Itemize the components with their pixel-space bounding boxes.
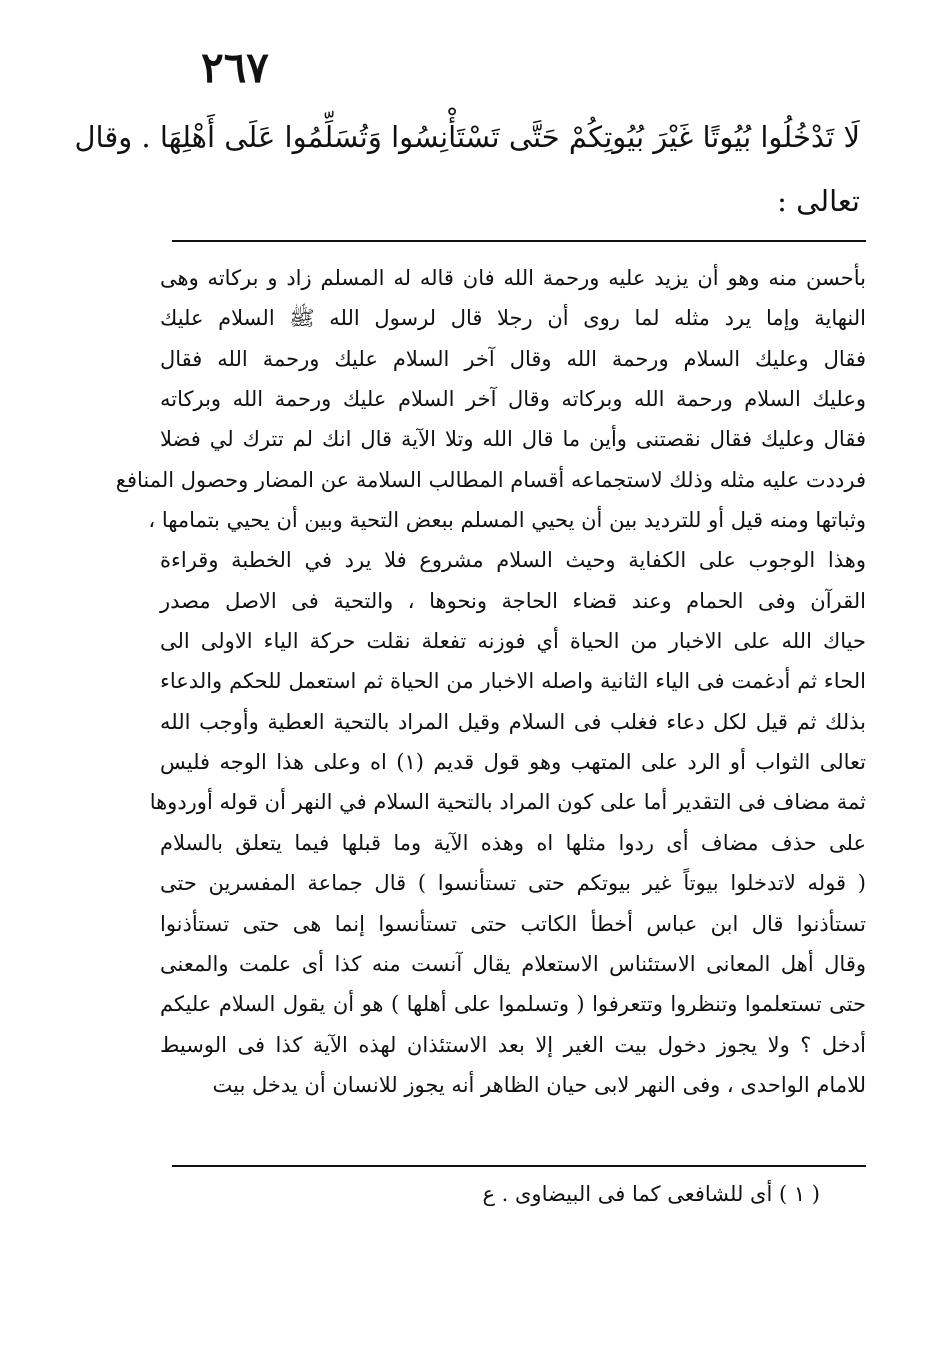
quran-verse-line: تعالى : [777,184,860,218]
commentary-line: ثمة مضاف فى التقدير أما على كون المراد بالتحية السلام في النهر أن قوله أوردوها [149,790,866,815]
commentary-line: النهاية وإما يرد مثله لما روى أن رجلا قال لرسول الله ﷺ السلام عليك [160,306,866,331]
commentary-line: وهذا الوجوب على الكفاية وحيث السلام مشروع فلا يرد في الخطبة وقراءة [160,548,866,573]
commentary-line: فقال وعليك فقال نقصتنى وأين ما قال الله وتلا الآية قال انك لم تترك لي فضلا [160,427,866,452]
separator-rule [172,240,866,242]
commentary-line: وقال أهل المعانى الاستئناس الاستعلام يقال آنست منه كذا أى علمت والمعنى [160,951,866,976]
commentary-line: بذلك ثم قيل لكل دعاء فغلب فى السلام وقيل المراد بالتحية العطية وأوجب الله [160,709,866,734]
footnote-separator-rule [172,1165,866,1167]
commentary-line: القرآن وفى الحمام وعند قضاء الحاجة ونحوها ، والتحية فى الاصل مصدر [160,588,866,613]
commentary-text [115,258,866,1105]
footnote: ( ١ ) أى للشافعى كما فى البيضاوى . ع [482,1182,820,1206]
commentary-line: على حذف مضاف أى ردوا مثلها اه وهذه الآية وما قبلها فيما يتعلق بالسلام [160,830,866,855]
commentary-line: تستأذنوا قال ابن عباس أخطأ الكاتب حتى تستأنسوا إنما هى حتى تستأذنوا [160,911,866,936]
commentary-line: بأحسن منه وهو أن يزيد عليه ورحمة الله فان قاله له المسلم زاد و بركاته وهى [160,266,866,290]
commentary-line: للامام الواحدى ، وفى النهر لابى حيان الظاهر أنه يجوز للانسان أن يدخل بيت [212,1072,866,1097]
quran-verse-line: لَا تَدْخُلُوا بُيُوتًا غَيْرَ بُيُوتِكُمْ حَتَّى تَسْتَأْنِسُوا وَتُسَلِّمُوا عَلَى أَهْلِهَا . وقال [74,120,860,154]
commentary-line: حياك الله على الاخبار من الحياة أي فوزنه تفعلة نقلت حركة الياء الاولى الى [160,629,866,654]
commentary-line: فرددت عليه مثله وذلك لاستجماعه أقسام المطالب السلامة عن المضار وحصول المنافع [115,467,866,492]
commentary-line: ( قوله لاتدخلوا بيوتاً غير بيوتكم حتى تستأنسوا ) قال جماعة المفسرين حتى [160,871,866,896]
commentary-line: الحاء ثم أدغمت فى الياء الثانية واصله الاخبار من الحياة ثم استعمل للحكم والدعاء [160,669,866,694]
page-number: ٢٦٧ [201,43,269,92]
commentary-line: وثباتها ومنه قيل أو للترديد بين أن يحيي المسلم ببعض التحية وبين أن يحيي بتمامها ، [148,508,866,533]
commentary-line: أدخل ؟ ولا يجوز دخول بيت الغير إلا بعد الاستئذان لهذه الآية كذا فى الوسيط [160,1032,866,1057]
commentary-line: حتى تستعلموا وتنظروا وتتعرفوا ( وتسلموا على أهلها ) هو أن يقول السلام عليكم [160,992,866,1017]
commentary-line: وعليك السلام ورحمة الله وبركاته وقال آخر السلام عليك ورحمة الله وبركاته [160,387,866,412]
commentary-line: تعالى الثواب أو الرد على المتهب وهو قول قديم (١) اه وعلى هذا الوجه فليس [160,750,866,775]
commentary-line: فقال وعليك السلام ورحمة الله وقال آخر السلام عليك ورحمة الله فقال [160,346,866,371]
